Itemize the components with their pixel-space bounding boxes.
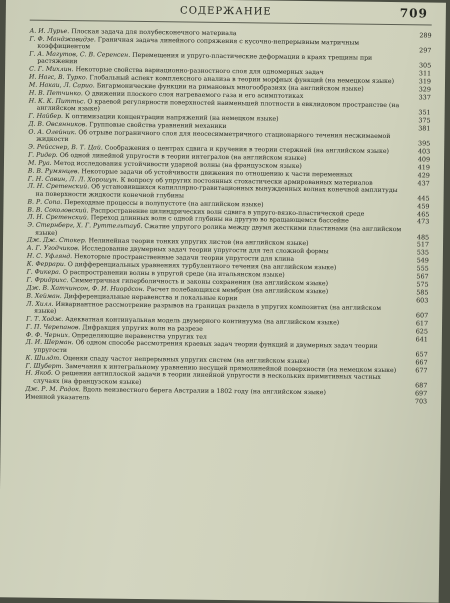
entry-page: 687: [415, 381, 428, 390]
entry-title: Об отрыве пограничного слоя для неосесимметричного стационарного течения несжимаемой жидкости: [36, 129, 391, 144]
entry-title: К вопросу об упругих постоянных стохастически армированных материалов: [120, 176, 373, 187]
entry-page: 465: [417, 209, 430, 219]
entry-page: 445: [417, 194, 430, 203]
entry-authors: Г. Фикера.: [26, 268, 61, 277]
entry-authors: Н. С. Уфлянд.: [26, 252, 73, 261]
entry-title: К оптимизации концентрации напряжений (на немецком языке): [64, 113, 279, 123]
entry-authors: С. Г. Михлин.: [29, 65, 74, 74]
entry-page: 297: [419, 46, 432, 55]
entry-page: 549: [416, 256, 429, 265]
entry-title: О дифференциальных уравнениях турбулентного течения (на английском языке): [67, 261, 337, 272]
entry-page: 305: [418, 61, 432, 70]
entry-title: Некоторые свойства вариационно-разностного слоя для одномерных задач: [75, 66, 324, 77]
entry-authors: Н. К. К. Питтьс.: [28, 97, 86, 106]
entry-page: 641: [415, 334, 428, 344]
entry-authors: Д. И. Шерман.: [25, 339, 74, 347]
entry-authors: Дж. Р. М. Радок.: [25, 385, 81, 393]
entry-title: Замечания к интегральному уравнению несущей прямолинейной поверхности (на немецком языке): [65, 362, 397, 374]
entry-title: Адекватная континуальная модель двумерного континуума (на английском языке): [65, 315, 340, 327]
entry-page: 485: [416, 232, 430, 242]
entry-page: 329: [418, 85, 431, 94]
entry-page: 575: [416, 280, 429, 289]
entry-authors: В. В. Румянцев.: [27, 167, 80, 175]
entry-title: Сжатие упругого ролика между двумя жесткими пластинами (на английском языке): [35, 223, 402, 237]
entry-title: Дифференциальные неравенства и локальные корни: [63, 292, 238, 302]
page-number: 709: [399, 6, 428, 21]
entry-authors: Г. Найбер.: [28, 112, 64, 121]
entry-title: Некоторые пространственные задачи теории упругости для клина: [74, 253, 295, 264]
entry-page: 567: [416, 272, 429, 281]
entry-page: 657: [415, 350, 428, 359]
entry-authors: А. И. Лурье.: [29, 27, 70, 36]
entry-authors: Н. Якоб.: [25, 370, 53, 378]
entry-authors: Г. Фридрихс.: [26, 276, 69, 285]
entry-title: Вдоль неизвестного берега Австралии в 1802 году (на английском языке): [82, 385, 326, 396]
entry-page: 697: [414, 388, 428, 398]
entry-title: О распространении волны в упругой среде (на итальянском языке): [62, 269, 285, 279]
entry-title: Глобальный аспект комплексного анализа в теории морфных функций (на немецком языке): [89, 74, 395, 86]
entry-page: 625: [415, 327, 429, 336]
entry-authors: Г. Шуберт.: [25, 362, 64, 370]
entry-page: 473: [417, 217, 430, 226]
entry-title: Об одном способе рассмотрения краевых задач теории функций и двумерных задач теории упругости: [33, 339, 378, 354]
entry-page: 535: [416, 248, 429, 257]
entry-title: Переход длинных волн с одной глубины на другую во вращающемся бассейне: [90, 214, 349, 225]
entry-title: Инвариантное рассмотрение разрывов на границах раздела в упругих композитах (на английском языке): [34, 300, 382, 315]
entry-authors: Н. В. Петчинко.: [28, 89, 83, 98]
entry-page: 381: [418, 124, 431, 133]
entry-title: Метод исследования устойчивости ударной волны (на французском языке): [53, 159, 302, 170]
entry-page: 311: [418, 69, 432, 78]
entry-title: Об установившихся капиллярно-гравитационных вынужденных волнах конечной амплитуды на поверхности жидкости конечной глубины: [35, 183, 398, 200]
entry-page: 289: [419, 31, 432, 40]
entry-title: Дифракция упругих волн на разрезе: [82, 323, 203, 333]
entry-authors: И. Нагс, В. Турко.: [28, 73, 88, 82]
entry-authors: Г. Ф. Манджавидзе.: [29, 35, 96, 44]
entry-title: Определяющие неравенства упругих тел: [71, 331, 207, 341]
entry-page: 677: [415, 365, 428, 375]
entry-page: 459: [417, 201, 430, 211]
entry-authors: К. Феррари.: [26, 260, 66, 269]
entry-page: 351: [418, 108, 431, 117]
entry-page: 437: [417, 178, 430, 188]
entry-title: Оценки спаду частот непрерывных упругих систем (на английском языке): [63, 354, 310, 365]
entry-title: Бигармонические функции на римановых многообразиях (на английском языке): [96, 82, 364, 93]
entry-title: Исследование двумерных задач теории упругости для тел сложной формы: [81, 245, 329, 256]
contents-heading: СОДЕРЖАНИЕ: [180, 5, 272, 18]
entry-title: О движении плоского слоя нагреваемого газа и его асимптотиках: [84, 90, 304, 100]
entry-page: 603: [416, 296, 429, 305]
entry-authors: М. Накаи, Л. Сарио.: [28, 81, 95, 90]
entry-page: 337: [418, 93, 431, 102]
entry-title: Плоская задача для полубесконечного материала: [71, 28, 237, 38]
entry-authors: Г. П. Черепанов.: [25, 323, 81, 331]
entry-title: Некоторые задачи об устойчивости движения по отношению к части переменных: [81, 167, 353, 179]
entry-title: Об одной линейной упругости в теории интегралов (на английском языке): [59, 151, 307, 162]
entry-authors: Г. Т. Ходж.: [26, 315, 64, 323]
entry-title: Переходные процессы в полупустоте (на английском языке): [64, 198, 264, 209]
entry-page: 617: [415, 319, 429, 328]
entry-authors: Г. А. Магутов, С. В. Серенсен.: [29, 50, 131, 59]
entry-authors: К. Шилдт.: [25, 354, 62, 362]
entry-authors: Г. Ридер.: [28, 151, 58, 159]
entry-page: 607: [415, 311, 429, 320]
entry-authors: В. В. Соколовский.: [27, 206, 89, 214]
entry-authors: Д. В. Овсянников.: [28, 120, 88, 129]
entry-page: 703: [414, 396, 428, 406]
entry-title: О решении антиплоской задачи в теории линейной упругости в нескольких примитивных частных случаях (на французском языке): [33, 370, 381, 386]
entry-page: 667: [415, 357, 428, 367]
entry-title: Расчет полебающихся мембран (на английском языке): [146, 285, 329, 296]
entry-title: Соображения о центрах сдвига и кручения в теории стержней (на английском языке): [104, 144, 389, 155]
entry-title: Именной указатель: [25, 393, 90, 401]
entry-authors: Л. Хилл.: [26, 300, 54, 308]
entry-authors: Э. Стернберг, Х. Г. Руттельтауб.: [27, 221, 143, 231]
entry-authors: М. Руа.: [27, 159, 52, 167]
entry-authors: Дж. Дж. Стокер.: [27, 237, 87, 245]
entry-page: 585: [416, 288, 429, 297]
entry-title: Групповые свойства уравнений механики: [89, 121, 227, 130]
entry-page: 517: [416, 240, 430, 249]
entry-authors: Г. Н. Савин, Л. Л. Хорошун.: [27, 175, 119, 184]
entry-authors: Л. Н. Сретенский.: [27, 213, 89, 222]
entry-authors: Л. Н. Сретенский.: [27, 183, 90, 191]
entry-title: Нелинейная теория тонких упругих листов (на английском языке): [88, 237, 309, 248]
entry-authors: А. Г. Угодчиков.: [26, 244, 80, 253]
entry-title: Распространение цилиндрических волн сдвига в упруго-вязко-пластической среде: [90, 206, 365, 218]
entry-page: 403: [417, 147, 431, 156]
entry-page: 555: [416, 264, 429, 273]
entry-page: 419: [417, 163, 431, 172]
entry-authors: В. Хейман.: [26, 292, 62, 300]
entry-authors: О. А. Олейник.: [28, 128, 77, 136]
entry-authors: Дж. В. Хатчинсон, Ф. И. Ниордсон.: [26, 284, 145, 293]
entry-title: Перемещения и упруго-пластические деформации в краях трещины при растяжении: [37, 51, 373, 66]
entry-title: О краевой регулярности поверхностей наименьшей плотности в евклидовом пространстве (на английском языке): [36, 98, 400, 113]
entry-page: 375: [418, 116, 431, 125]
entry-title: Граничная задача линейного сопряжения с кусочно-непрерывным матричным коэффициентом: [37, 36, 360, 51]
entry-title: Симметричная гиперболичность и законы сохранения (на английском языке): [70, 277, 329, 288]
entry-authors: В. Р. Сопа.: [27, 198, 63, 206]
entry-page: 319: [418, 77, 432, 86]
entry-page: 395: [418, 139, 431, 148]
entry-authors: Ф. Ф. Черних.: [25, 331, 70, 339]
entry-authors: Э. Рейсснер, В. Т. Цай.: [28, 143, 103, 152]
entry-page: 429: [417, 171, 430, 180]
entry-page: 409: [417, 155, 431, 164]
toc-list: [25, 28, 434, 406]
